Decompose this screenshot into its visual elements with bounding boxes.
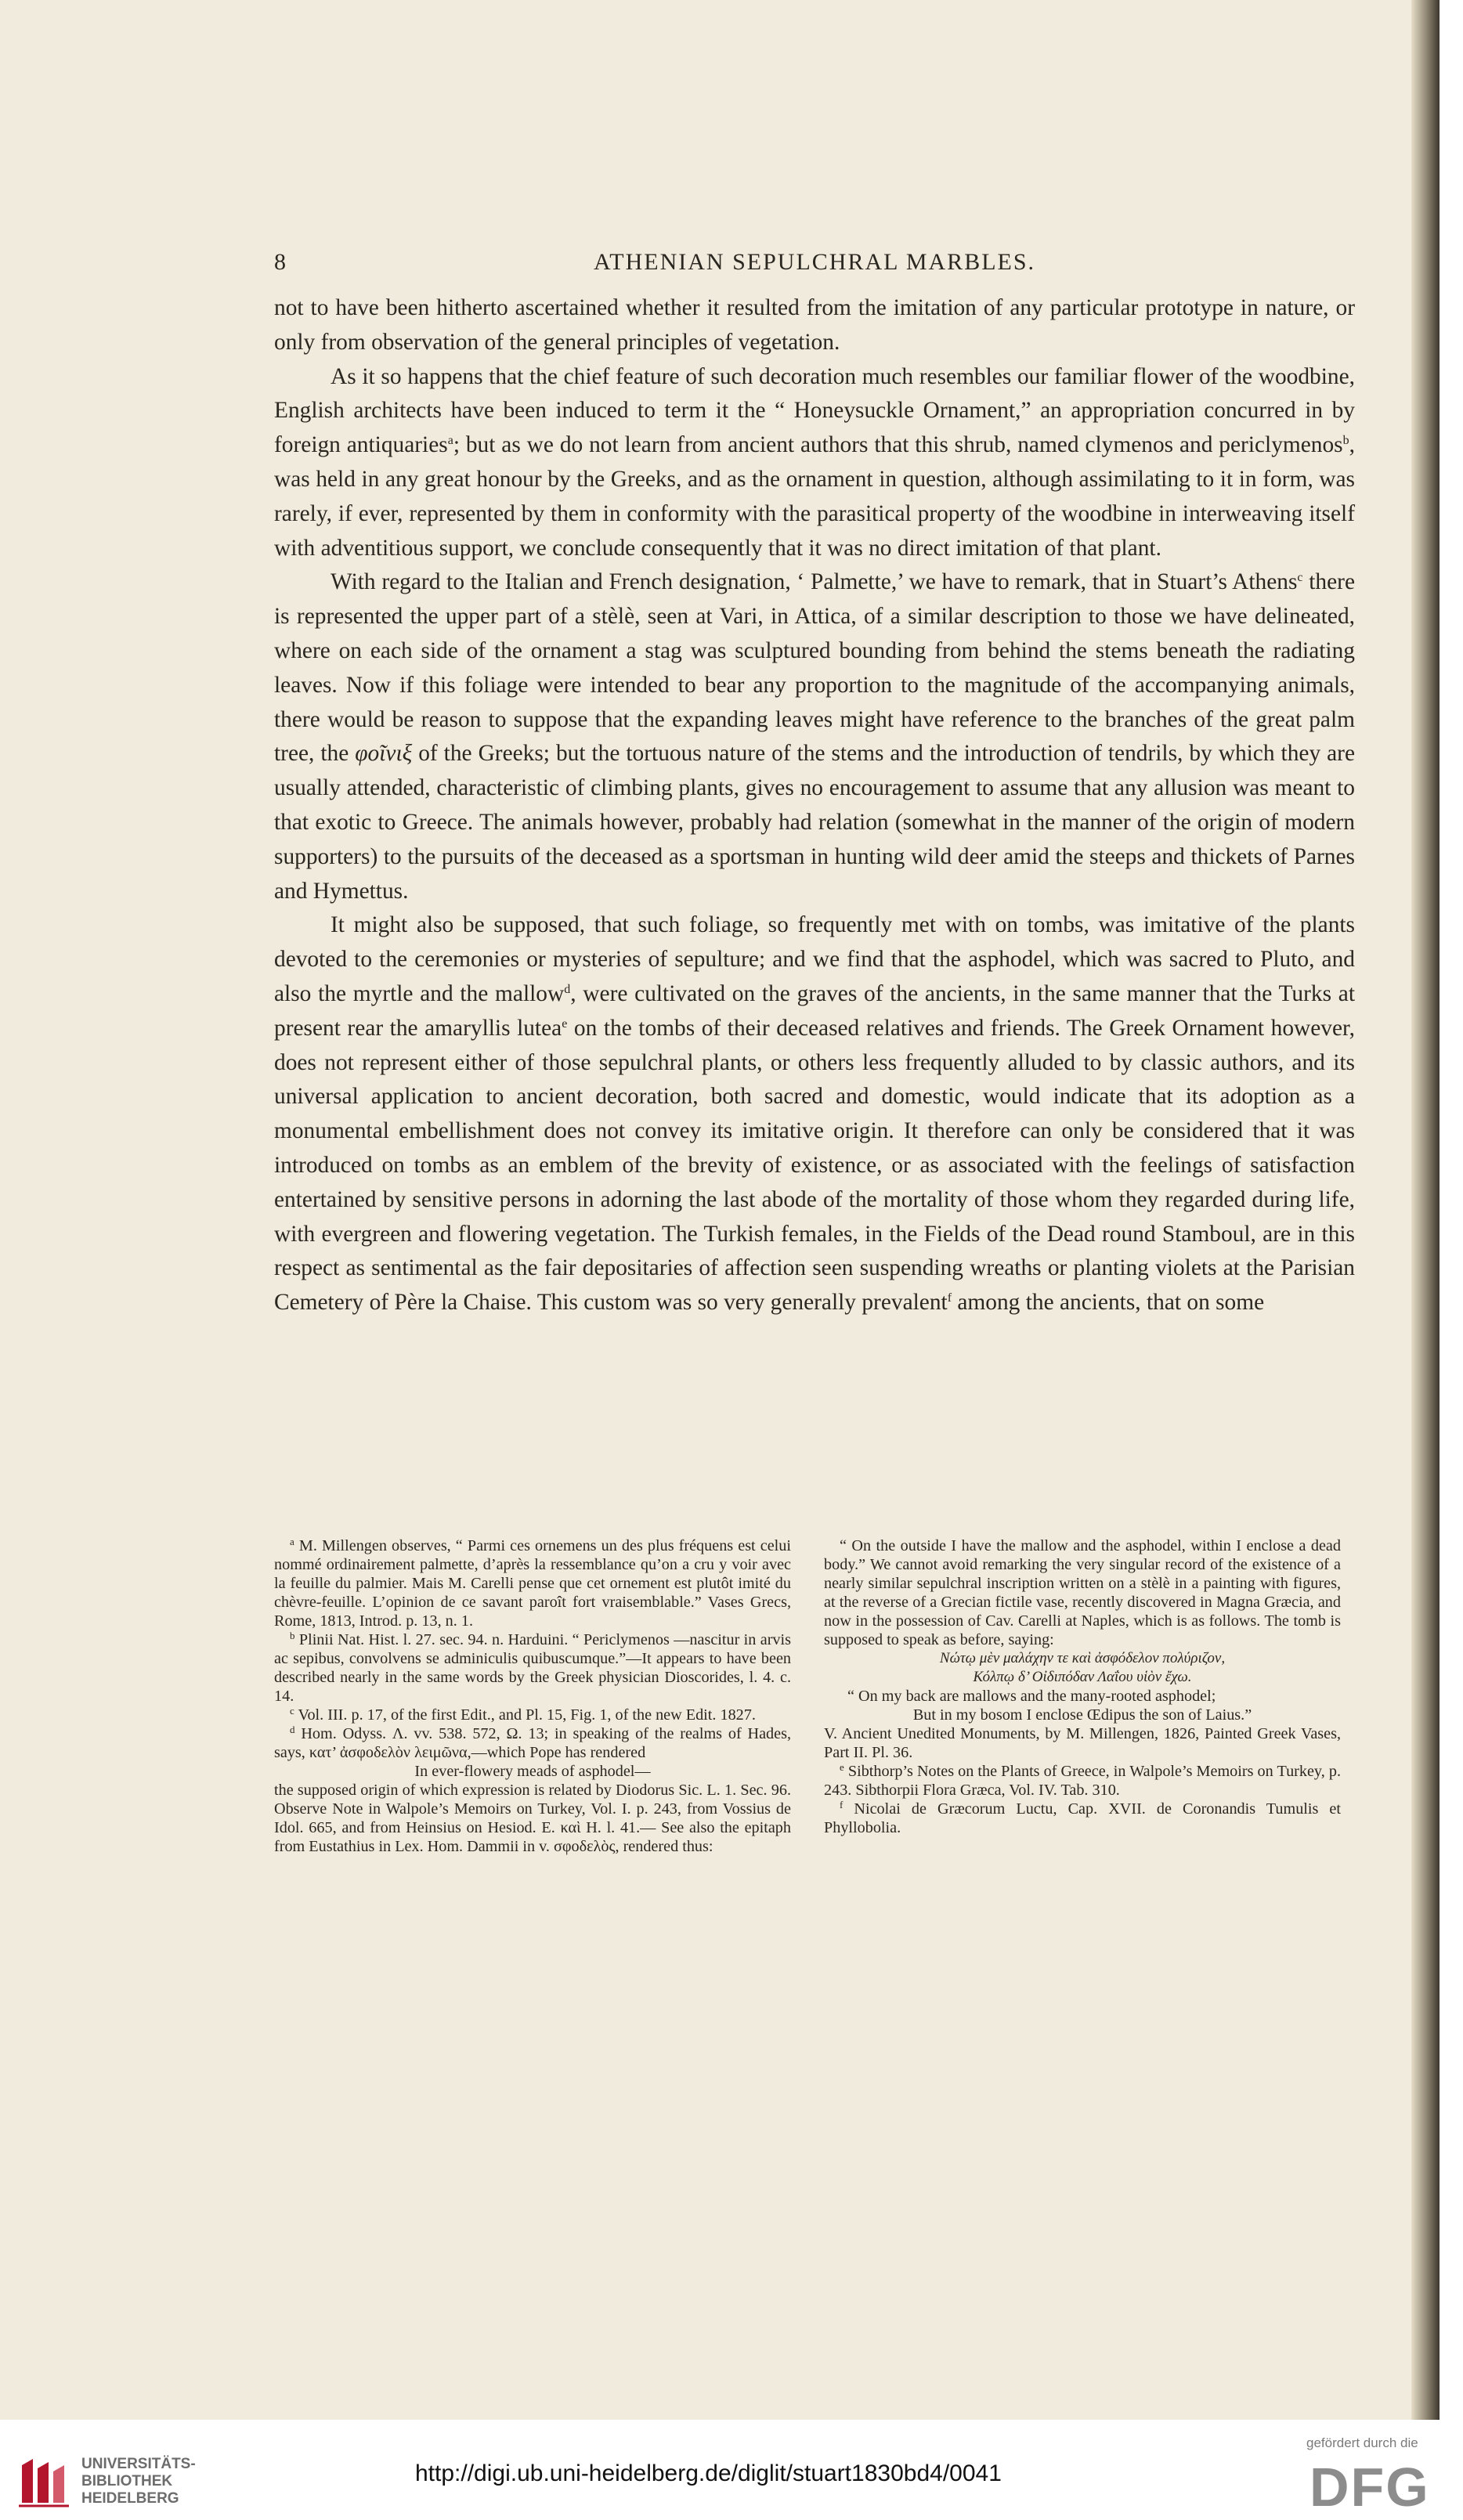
footnote-f: $^f$ Nicolai de Græcorum Luctu, Cap. XVII. de Coronandis Tumulis et Phyllobolia. — [824, 1799, 1341, 1836]
footnote-d: $^d$ Hom. Odyss. Λ. vv. 538. 572, Ω. 13; in speaking of the realms of Hades, says, κατ’ ἀσφοδελὸν λειμῶνα,—which Pope has rendered — [274, 1724, 791, 1761]
translation-line: “ On my back are mallows and the many-rooted asphodel; — [847, 1688, 1216, 1705]
greek-word: φοῖνιξ — [355, 741, 413, 767]
paragraph: It might also be supposed, that such foliage, so frequently met with on tombs, was imitative of the plants devoted to the ceremonies or mysteries of sepulture; and we find that the asphodel, which was sacred to Pluto, and also the myrtle and the mallow$^d$, were cultivated on the graves of the ancients, in the same manner that the Turks at present rear the amaryllis lutea$^e$ on the tombs of their deceased relatives and friends. The Greek Ornament however, does not represent either of those sepulchral plants, or others less frequently alluded to by classic authors, and its universal application to ancient decoration, both sacred and domestic, would indicate that its adoption as a monumental embellishment does not convey its imitative origin. It therefore can only be considered that it was introduced on tombs as an emblem of the brevity of existence, or as associated with the feelings of satisfaction entertained by sensitive persons in adorning the last abode of the mortality of those whom they regarded during life, with evergreen and flowering vegetation. The Turkish females, in the Fields of the Dead round Stamboul, are in this respect as sentimental as the fair depositaries of affection seen suspending wreaths or planting violets at the Parisian Cemetery of Père la Chaise. This custom was so very generally prevalent$^f$ among the ancients, that on some — [274, 912, 1355, 1316]
paragraph: With regard to the Italian and French designation, ‘ Palmette,’ we have to remark, that in Stuart’s Athens$^c$ there is represented the upper part of a stèlè, seen at Vari, in Attica, of a similar description to those we have delineated, where on each side of the ornament a stag was sculptured bounding from behind the stems beneath the radiating leaves. Now if this foliage were intended to bear any proportion to the magnitude of the accompanying animals, there would be reason to suppose that the expanding leaves might have reference to the branches of the great palm tree, the φοῖνιξ of the Greeks; but the tortuous nature of the stems and the introduction of tendrils, by which they are usually attended, characteristic of climbing plants, gives no encouragement to assume that any allusion was meant to that exotic to Greece. The animals however, probably had relation (somewhat in the manner of the origin of modern supporters) to the pursuits of the deceased as a sportsman in hunting wild deer amid the steeps and thickets of Parnes and Hymettus. — [274, 569, 1356, 904]
footnote-b: $^b$ Plinii Nat. Hist. l. 27. sec. 94. n. Harduini. “ Periclymenos —nascitur in arvis ac sepibus, convolvens se adminiculis quibuscumque.”—It appears to have been described nearly in the same words by the Greek physician Dioscorides, l. 4. c. 14. — [274, 1630, 791, 1705]
footnote-a: $^a$ M. Millengen observes, “ Parmi ces ornemens un des plus fréquens est celui nommé ordinairement palmette, d’après la ressemblance qu’on a cru y voir avec la feuille du palmier. Mais M. Carelli pense que cet ornement est plutôt imité du chèvre-feuille. L’opinion de ce savant paroît fort vraisemblable.” Vases Grecs, Rome, 1813, Introd. p. 13, n. 1. — [274, 1536, 791, 1630]
footnotes-right-column — [824, 1536, 1341, 1837]
paragraph: not to have been hitherto ascertained whether it resulted from the imitation of any particular prototype in nature, or only from observation of the general principles of vegetation. — [274, 295, 1355, 355]
footnote-e: $^e$ Sibthorp’s Notes on the Plants of Greece, in Walpole’s Memoirs on Turkey, p. 243. Sibthorpii Flora Græca, Vol. IV. Tab. 310. — [824, 1761, 1341, 1799]
footnote-marker: b — [1342, 434, 1349, 448]
footnote-source: V. Ancient Unedited Monuments, by M. Millengen, 1826, Painted Greek Vases, Part II. Pl. 36. — [824, 1725, 1341, 1761]
translation-line: But in my bosom I enclose Œdipus the son of Laius.” — [912, 1706, 1252, 1724]
library-name: UNIVERSITÄTS- BIBLIOTHEK HEIDELBERG — [81, 2456, 196, 2507]
footnote-d-continued: the supposed origin of which expression is related by Diodorus Sic. L. 1. Sec. 96. Observe Note in Walpole’s Memoirs on Turkey, Vol. I. p. 243, from Vossius de Idol. 665, and from Heinsius on Hesiod. Ε. καὶ Η. l. 41.— See also the epitaph from Eustathius in Lex. Hom. Dammii in v. σφοδελὸς, rendered thus: — [274, 1782, 791, 1855]
footnote-marker: c — [1297, 571, 1303, 585]
running-title: ATHENIAN SEPULCHRAL MARBLES. — [593, 249, 1036, 275]
footnote-marker: f — [947, 1291, 952, 1305]
footnote-marker: d — [564, 982, 571, 996]
digitization-footer — [0, 2420, 1463, 2520]
paragraph: As it so happens that the chief feature of such decoration much resembles our familiar flower of the woodbine, English architects have been induced to term it the “ Honeysuckle Ornament,” an appropriation concurred in by foreign antiquaries$^a$; but as we do not learn from ancient authors that this shrub, named clymenos and periclymenos$^b$, was held in any great honour by the Greeks, and as the ornament in question, although assimilating to it in form, was rarely, if ever, represented by them in conformity with the parasitical property of the woodbine in interweaving itself with adventitious support, we conclude consequently that it was no direct imitation of that plant. — [274, 363, 1355, 561]
funder-caption: gefördert durch die — [1306, 2435, 1418, 2450]
library-seal-icon — [14, 2454, 85, 2509]
greek-epitaph-line: Κόλπῳ δ’ Οἰδιπόδαν Λαΐου υἱὸν ἔχω. — [973, 1669, 1192, 1685]
book-gutter-shadow — [1411, 0, 1440, 2420]
greek-epitaph-line: Νώτῳ μὲν μαλάχην τε καὶ ἀσφόδελον πολύριζον, — [939, 1650, 1226, 1666]
page-number: 8 — [274, 249, 287, 275]
footnotes-left-column — [274, 1536, 791, 1856]
footnote-marker: e — [562, 1016, 568, 1031]
footnote-c: $^c$ Vol. III. p. 17, of the first Edit., and Pl. 15, Fig. 1, of the new Edit. 1827. — [290, 1705, 756, 1724]
dfg-logo: DFG — [1309, 2457, 1430, 2518]
footnote-marker: a — [447, 434, 453, 448]
digital-copy-link[interactable]: http://digi.ub.uni-heidelberg.de/diglit/stuart1830bd4/0041 — [415, 2460, 1002, 2486]
main-text — [274, 291, 1355, 1320]
footnote-d-verse: In ever-flowery meads of asphodel— — [414, 1763, 651, 1780]
footnote-d-quote: “ On the outside I have the mallow and the asphodel, within I enclose a dead body.” We cannot avoid remarking the very singular record of the existence of a nearly similar sepulchral inscription written on a stèlè in a painting with figures, at the reverse of a Grecian fictile vase, recently discovered in Magna Græcia, and now in the possession of Cav. Carelli at Naples, which is as follows. The tomb is supposed to speak as before, saying: — [824, 1537, 1341, 1648]
